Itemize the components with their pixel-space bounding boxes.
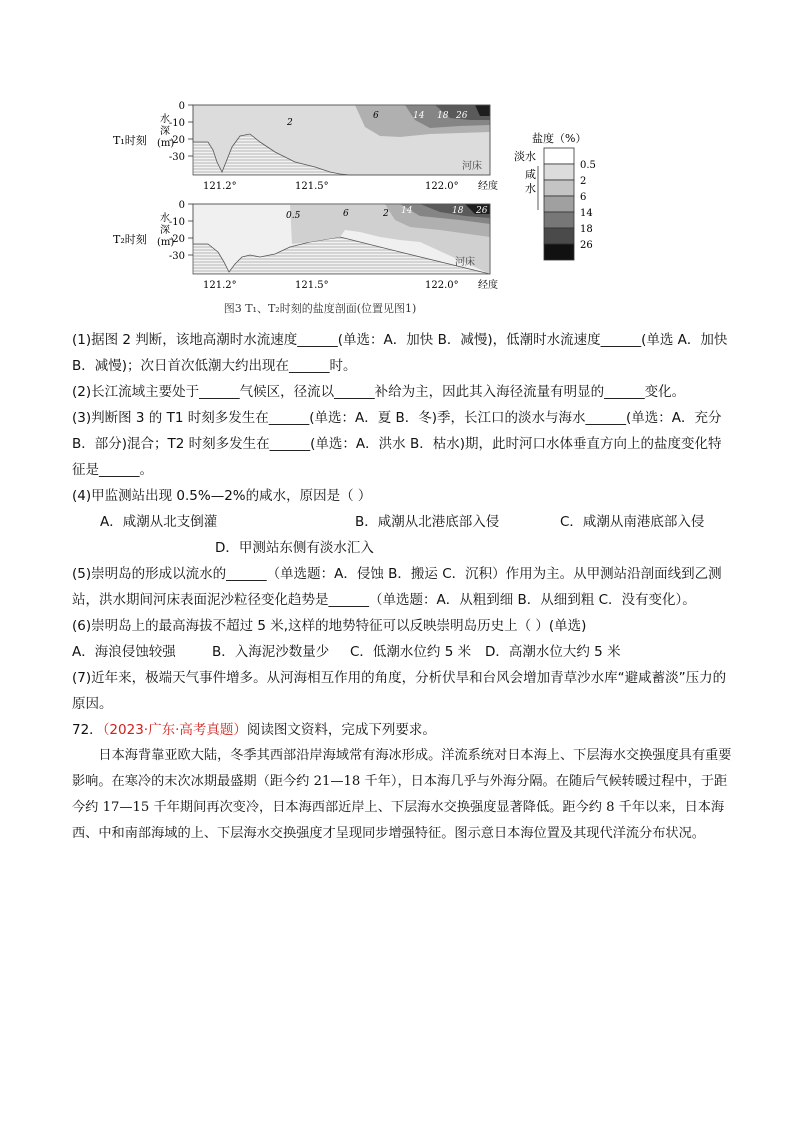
bottom-xtick-2: 122.0° <box>425 280 459 291</box>
question-4: (4)甲监测站出现 0.5%—2%的咸水，原因是（ ） <box>72 488 372 504</box>
legend-salty-label: 咸水 <box>525 168 536 195</box>
question-6: (6)崇明岛上的最高海拔不超过 5 米,这样的地势特征可以反映崇明岛历史上（ ）(单选) <box>72 618 587 634</box>
bottom-xtick-1: 121.5° <box>295 280 329 291</box>
bottom-xtick-0: 121.2° <box>203 280 237 291</box>
top-bed-label: 河床 <box>462 161 482 172</box>
bottom-contour-2: 2 <box>383 209 389 219</box>
top-contour-2: 2 <box>287 118 293 128</box>
bottom-xlabel: 经度 <box>478 280 498 291</box>
bottom-contour-26: 26 <box>476 206 488 216</box>
legend-swatch-fresh <box>544 148 574 164</box>
bottom-contour-6: 6 <box>343 209 349 219</box>
top-ytick-1: -10 <box>168 118 185 129</box>
bottom-ylabel: 水深(m) <box>157 213 175 248</box>
passage-japan-sea: 日本海背靠亚欧大陆，冬季其西部沿岸海域常有海冰形成。洋流系统对日本海上、下层海水交换强度具有重要影响。在寒冷的末次冰期最盛期（距今约 21—18 千年），日本海几乎与外海分隔。在随后气候转暖过程中，于距今约 17—15 千年期间再次变冷，日本海西部近岸上、下层海水交换强度显著降低。距今约 8 千年以来，日本海西、中和南部海域的上、下层海水交换强度才呈现同步增强特征。图示意日本海位置及其现代洋流分布状况。 <box>72 748 732 841</box>
question-72-text: 阅读图文资料，完成下列要求。 <box>246 722 436 738</box>
q4-option-a: A．咸潮从北支倒灌 <box>100 514 218 530</box>
question-72-source: （2023·广东·高考真题） <box>102 722 247 738</box>
bottom-contour-14: 14 <box>401 206 413 216</box>
question-3: (3)判断图 3 的 T1 时刻多发生在______(单选：A．夏 B．冬)季，长江口的淡水与海水______(单选：A．充分 B．部分)混合；T2 时刻多发生在______(单选：A．洪水 B．枯水)期，此时河口水体垂直方向上的盐度变化特征是______。 <box>72 410 722 478</box>
top-ytick-2: -20 <box>168 135 185 146</box>
q6-option-d: D．高潮水位大约 5 米 <box>485 644 621 660</box>
top-xlabel: 经度 <box>478 181 498 192</box>
figure-caption: 图3 T₁、T₂时刻的盐度剖面(位置见图1) <box>223 302 417 315</box>
bottom-ytick-2: -20 <box>168 234 185 245</box>
q6-option-b: B．入海泥沙数量少 <box>212 644 330 660</box>
q6-option-c: C．低潮水位约 5 米 <box>350 644 472 660</box>
top-contour-26: 26 <box>456 111 468 121</box>
top-xtick-2: 122.0° <box>425 181 459 192</box>
legend-fresh-label: 淡水 <box>514 150 536 163</box>
question-72-number: 72． <box>72 722 103 738</box>
question-5: (5)崇明岛的形成以流水的______（单选题：A．侵蚀 B．搬运 C．沉积）作用为主。从甲测站沿剖面线到乙测站，洪水期间河床表面泥沙粒径变化趋势是______（单选题：A．从粗到细 B．从细到粗 C．没有变化）。 <box>72 566 722 608</box>
legend-swatch-0-5 <box>544 164 574 180</box>
legend-value-18: 18 <box>580 224 593 235</box>
bottom-ytick-3: -30 <box>168 251 185 262</box>
legend-value-6: 6 <box>580 192 587 203</box>
question-1: (1)据图 2 判断，该地高潮时水流速度______(单选：A．加快 B．减慢)，低潮时水流速度______(单选 A．加快 B．减慢)；次日首次低潮大约出现在______时。 <box>72 332 728 374</box>
legend-swatch-2 <box>544 180 574 196</box>
legend-value-26: 26 <box>580 240 593 251</box>
salinity-legend <box>514 131 596 260</box>
top-ytick-0: 0 <box>178 101 185 112</box>
legend-title: 盐度（%） <box>532 132 587 145</box>
salinity-profile-svg <box>100 92 600 302</box>
bottom-bed-label: 河床 <box>455 257 475 268</box>
top-ytick-3: -30 <box>168 152 185 163</box>
top-xtick-0: 121.2° <box>203 181 237 192</box>
legend-value-0-5: 0.5 <box>580 160 596 171</box>
bottom-contour-18: 18 <box>452 206 464 216</box>
legend-swatch-18 <box>544 228 574 244</box>
question-7: (7)近年来，极端天气事件增多。从河海相互作用的角度，分析伏旱和台风会增加青草沙水库“避咸蓄淡”压力的原因。 <box>72 670 727 712</box>
question-72-header <box>72 717 732 743</box>
top-contour-18: 18 <box>437 111 449 121</box>
legend-value-14: 14 <box>580 208 593 219</box>
question-2: (2)长江流域主要处于______气候区，径流以______补给为主，因此其入海径流量有明显的______变化。 <box>72 384 686 400</box>
top-contour-14: 14 <box>413 111 425 121</box>
bottom-contour-0-5: 0.5 <box>286 211 301 221</box>
legend-value-2: 2 <box>580 176 587 187</box>
top-panel <box>113 101 498 192</box>
q4-option-c: C．咸潮从南港底部入侵 <box>560 514 705 530</box>
top-ylabel: 水深(m) <box>157 114 175 149</box>
q6-option-a: A．海浪侵蚀较强 <box>72 644 176 660</box>
top-contour-6: 6 <box>373 111 379 121</box>
bottom-ytick-0: 0 <box>178 200 185 211</box>
salinity-profile-figure <box>100 92 600 322</box>
bottom-ytick-1: -10 <box>168 217 185 228</box>
bottom-panel <box>113 200 498 291</box>
bottom-time-label: T₂时刻 <box>113 233 147 246</box>
top-xtick-1: 121.5° <box>295 181 329 192</box>
legend-swatch-26 <box>544 244 574 260</box>
legend-swatch-6 <box>544 196 574 212</box>
legend-swatch-14 <box>544 212 574 228</box>
q4-option-b: B．咸潮从北港底部入侵 <box>355 514 500 530</box>
top-time-label: T₁时刻 <box>113 134 147 147</box>
q4-option-d: D．甲测站东侧有淡水汇入 <box>215 540 374 556</box>
